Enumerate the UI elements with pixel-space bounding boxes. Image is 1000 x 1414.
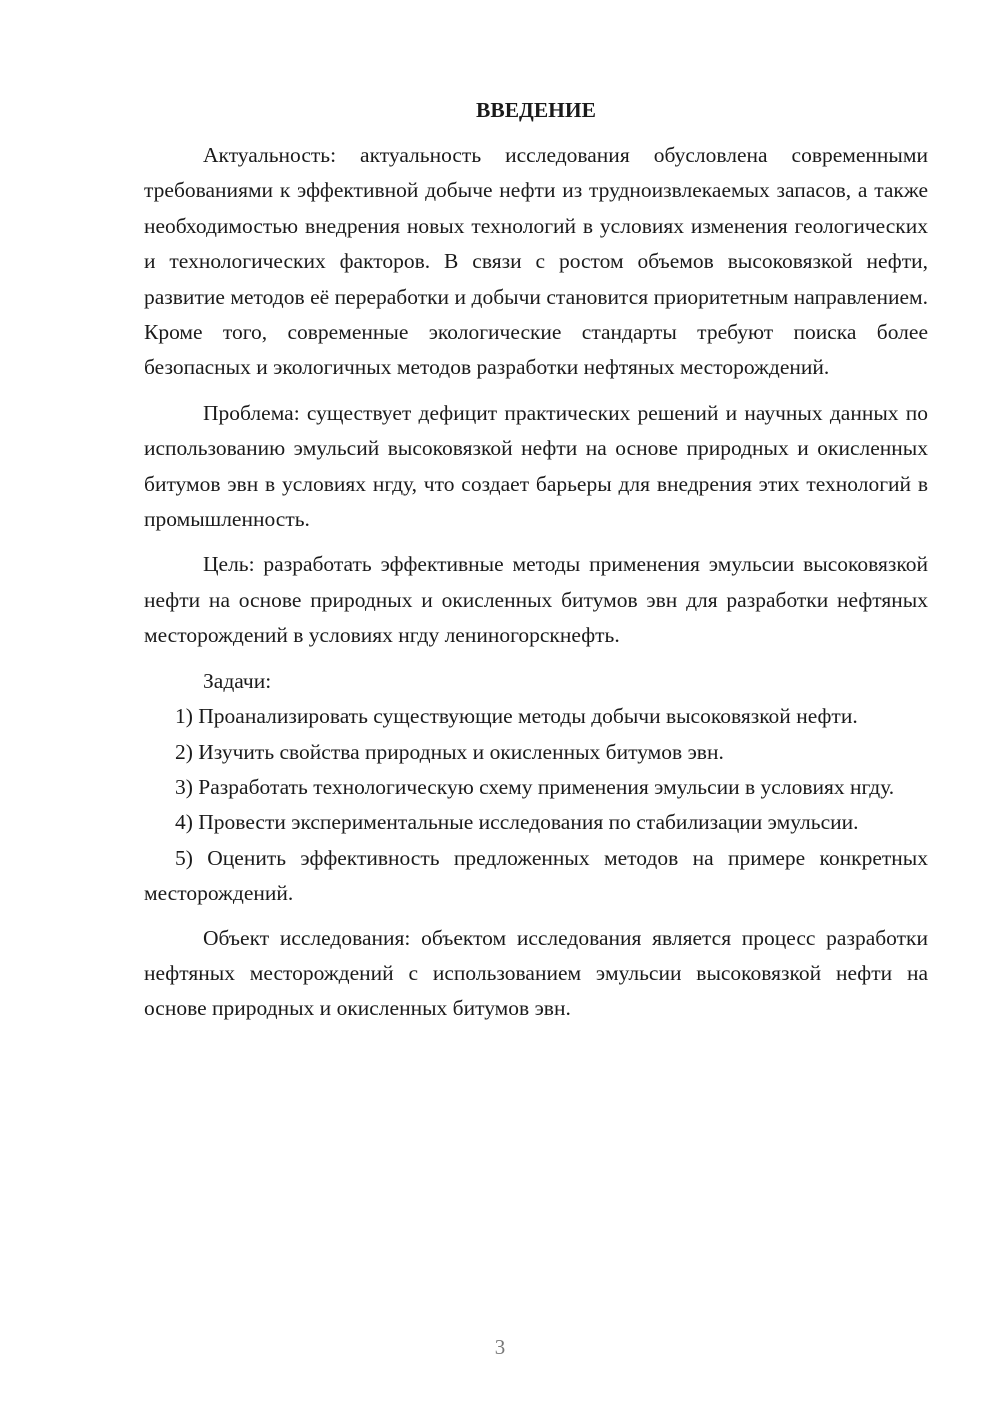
task-item-2: 2) Изучить свойства природных и окисленных битумов эвн. — [175, 739, 724, 764]
task-item-1: 1) Проанализировать существующие методы добычи высоковязкой нефти. — [175, 704, 858, 729]
task-item-3: 3) Разработать технологическую схему применения эмульсии в условиях нгду. — [175, 774, 895, 799]
paragraph-relevance: Актуальность: актуальность исследования обусловлена современными требованиями к эффективной добыче нефти из трудноизвлекаемых запасов, а также необходимостью внедрения новых технологий в условиях изменения геологических и технологических факторов. В связи с ростом объемов высоковязкой нефти, развитие методов её переработки и добычи становится приоритетным направлением. Кроме того, современные экологические стандарты требуют поиска более безопасных и экологичных методов разработки нефтяных месторождений. — [144, 143, 928, 380]
task-item-4: 4) Провести экспериментальные исследования по стабилизации эмульсии. — [175, 810, 859, 835]
paragraph-object: Объект исследования: объектом исследования является процесс разработки нефтяных месторождений с использованием эмульсии высоковязкой нефти на основе природных и окисленных битумов эвн. — [144, 925, 928, 1021]
task-item-5: 5) Оценить эффективность предложенных методов на примере конкретных месторождений. — [144, 845, 928, 906]
document-page — [144, 92, 928, 1027]
paragraph-problem: Проблема: существует дефицит практических решений и научных данных по использованию эмульсий высоковязкой нефти на основе природных и окисленных битумов эвн в условиях нгду, что создает барьеры для внедрения этих технологий в промышленность. — [144, 400, 928, 532]
paragraph-goal: Цель: разработать эффективные методы применения эмульсии высоковязкой нефти на основе природных и окисленных битумов эвн для разработки нефтяных месторождений в условиях нгду лениногорскнефть. — [144, 552, 928, 648]
page-number: 3 — [494, 1335, 506, 1359]
tasks-heading: Задачи: — [203, 668, 272, 693]
section-title: ВВЕДЕНИЕ — [476, 98, 596, 122]
